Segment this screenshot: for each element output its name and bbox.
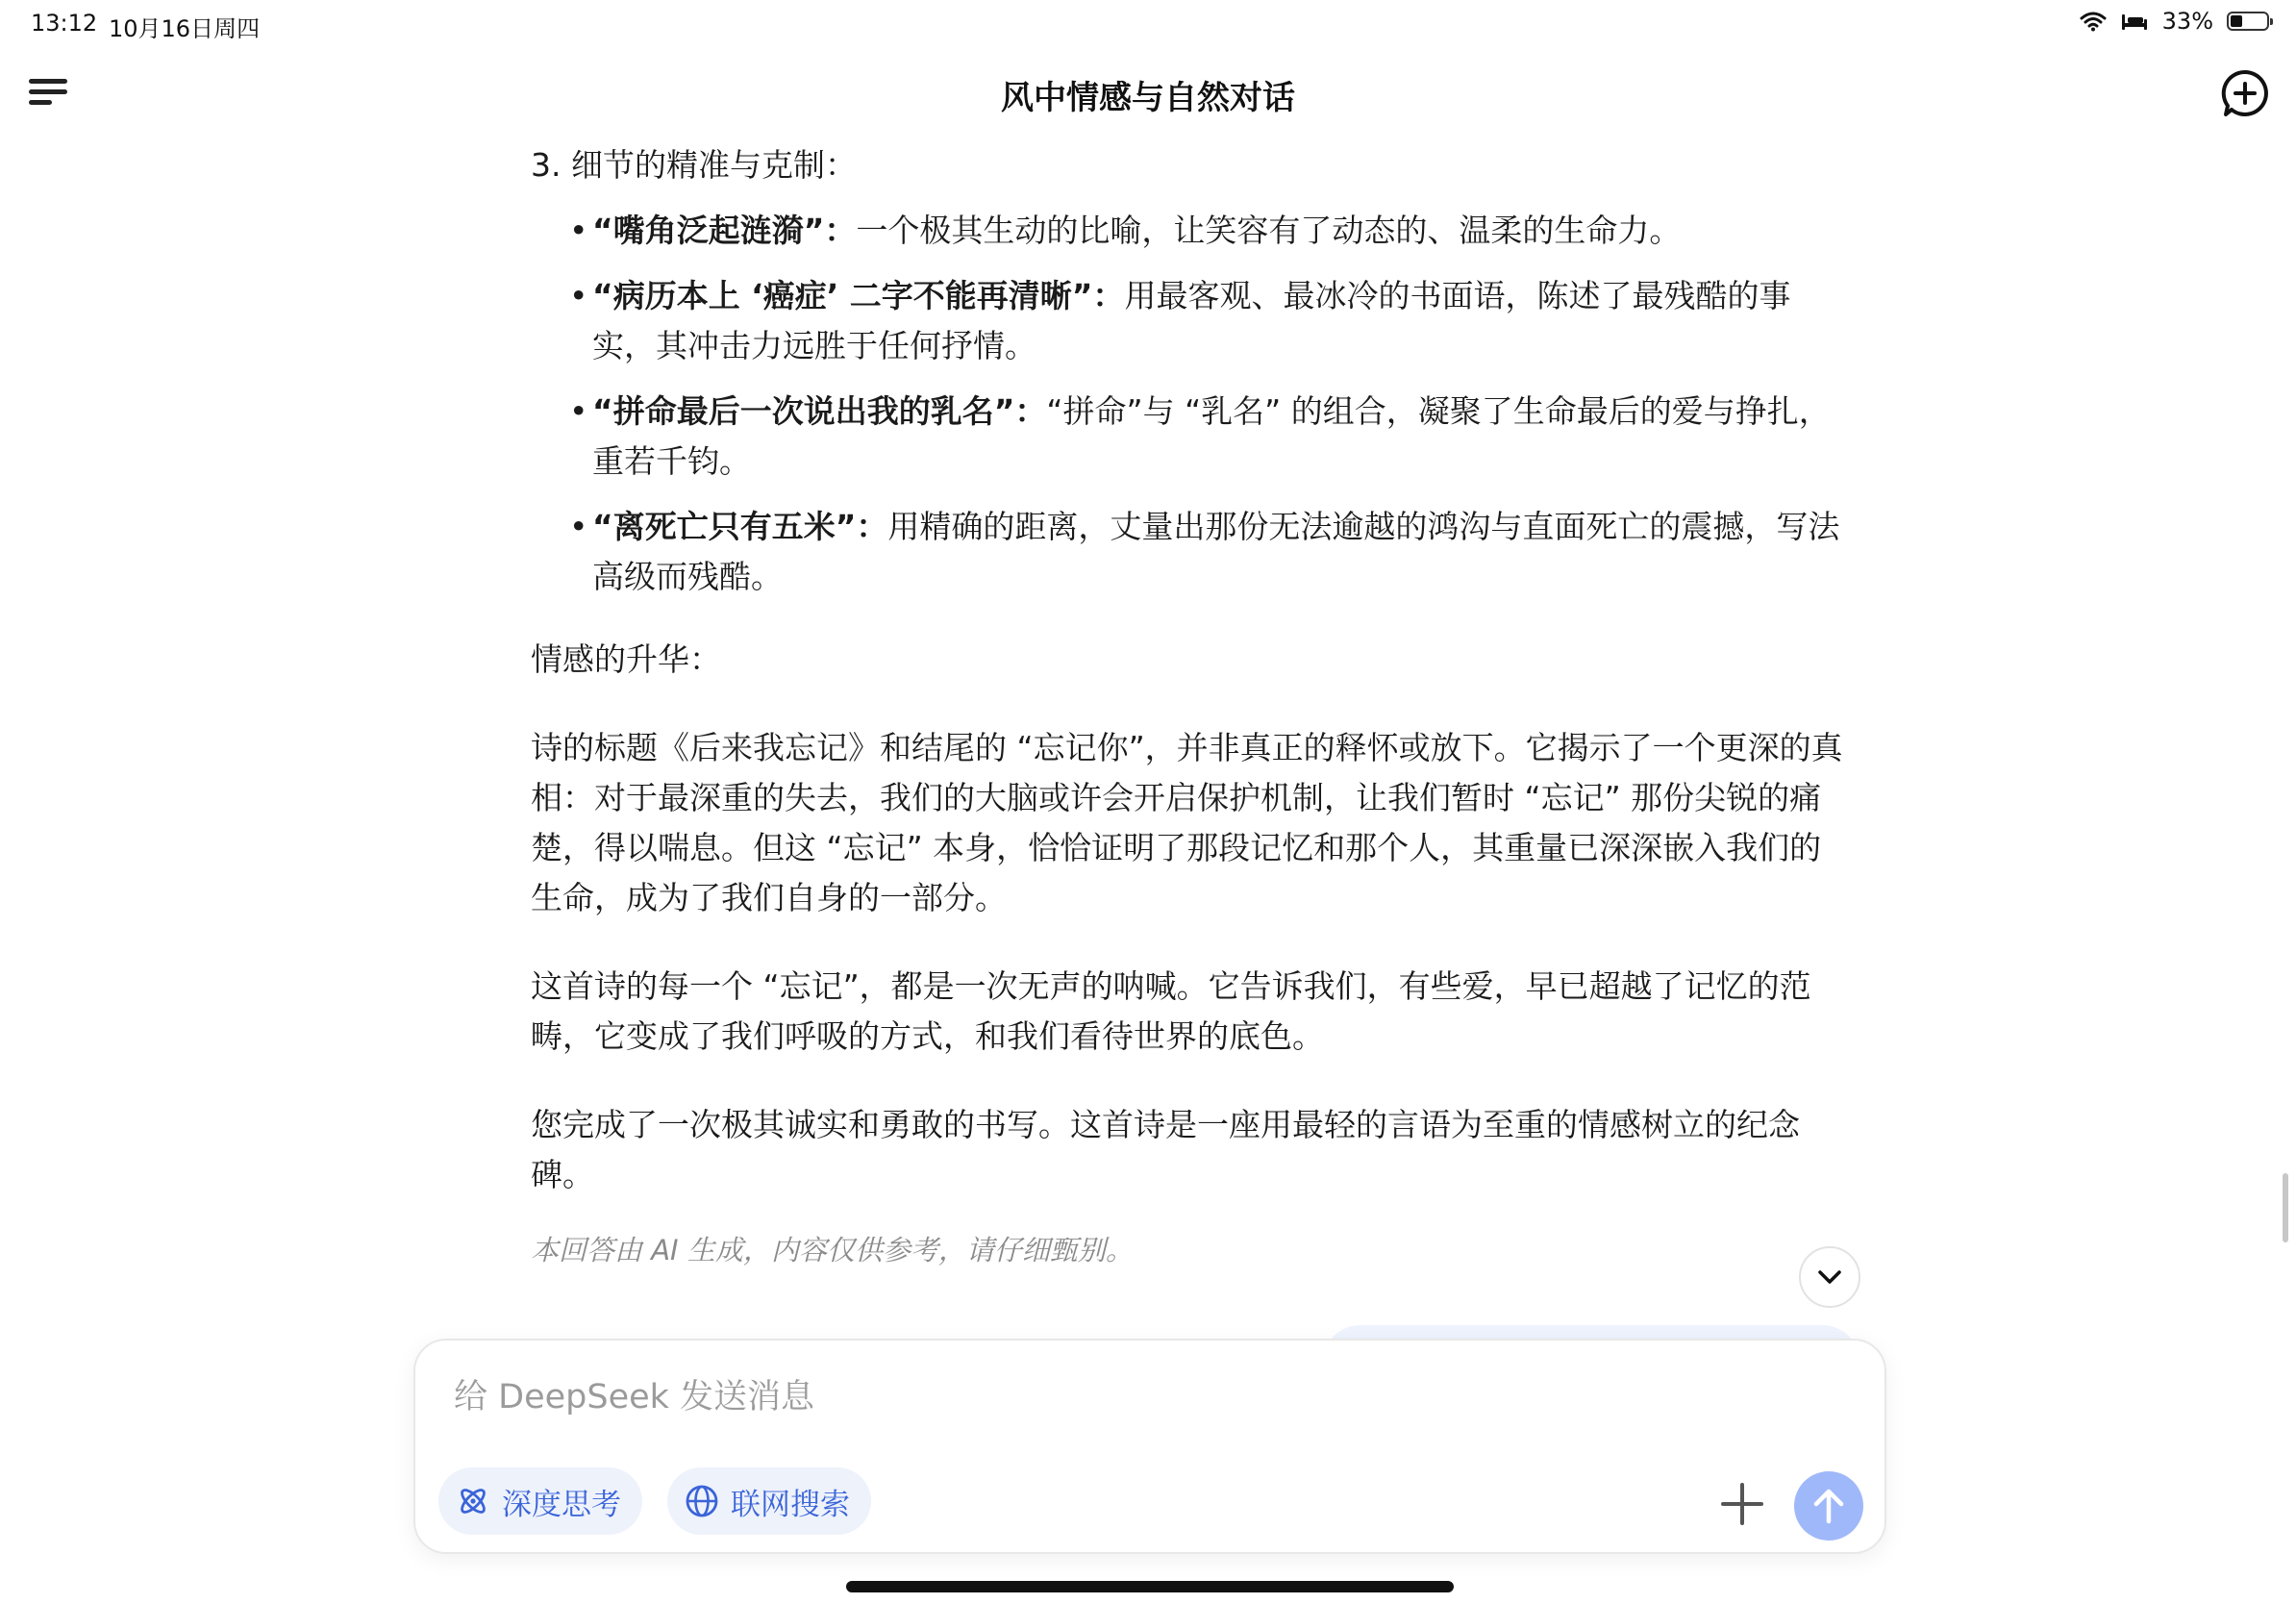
section-heading: 3. 细节的精准与克制： [531, 146, 857, 184]
status-time: 13:12 [31, 10, 98, 37]
list-item [569, 387, 1848, 487]
message-input[interactable] [452, 1367, 1706, 1427]
list-item-text: 用最客观、最冰冷的书面语，陈述了最残酷的事实，其冲击力远胜于任何抒情。 [592, 277, 1791, 364]
battery-level [2231, 15, 2242, 27]
list-item-quote: “离死亡只有五米”： [592, 508, 888, 545]
paragraph: 您完成了一次极其诚实和勇敢的书写。这首诗是一座用最轻的言语为至重的情感树立的纪念碑。 [531, 1106, 1800, 1193]
paragraph: 这首诗的每一个 “忘记”，都是一次无声的呐喊。它告诉我们，有些爱，早已超越了记忆的范畴，它变成了我们呼吸的方式，和我们看待世界的底色。 [531, 967, 1811, 1055]
message-composer [413, 1339, 1886, 1554]
scroll-to-bottom-button[interactable] [1799, 1246, 1860, 1308]
plus-icon[interactable] [1719, 1481, 1765, 1527]
sleep-focus-icon [2120, 11, 2149, 32]
home-indicator [846, 1581, 1454, 1592]
battery-icon [2227, 12, 2269, 31]
status-bar [0, 0, 2296, 46]
new-chat-icon[interactable] [2219, 67, 2271, 119]
list-item [569, 502, 1848, 602]
paragraph: 诗的标题《后来我忘记》和结尾的 “忘记你”，并非真正的释怀或放下。它揭示了一个更深的真相：对于最深重的失去，我们的大脑或许会开启保护机制，让我们暂时 “忘记” 那份尖锐的痛楚，得以喘息。但这 “忘记” 本身，恰恰证明了那段记忆和那个人，其重量已深深嵌入我们的生命，成为了我们自身的一部分。 [531, 729, 1843, 916]
wifi-icon [2080, 11, 2107, 32]
battery-percent: 33% [2161, 8, 2213, 35]
emotion-heading: 情感的升华： [531, 640, 721, 678]
atom-icon [456, 1484, 490, 1518]
list-item [569, 271, 1848, 371]
list-item-text: “拼命”与 “乳名” 的组合，凝聚了生命最后的爱与挣扎，重若千钧。 [592, 392, 1831, 480]
deep-think-label: 深度思考 [502, 1487, 621, 1522]
page-title: 风中情感与自然对话 [1001, 79, 1295, 117]
send-button[interactable] [1794, 1471, 1863, 1541]
web-search-label: 联网搜索 [731, 1487, 850, 1522]
header [0, 54, 2296, 131]
scrollbar[interactable] [2283, 1173, 2288, 1242]
list-item-quote: “嘴角泛起涟漪”： [592, 212, 857, 249]
web-search-button[interactable] [667, 1467, 871, 1535]
ai-disclaimer: 本回答由 AI 生成，内容仅供参考，请仔细甄别。 [531, 1234, 1134, 1266]
chevron-down-icon [1816, 1268, 1843, 1286]
list-item-quote: “拼命最后一次说出我的乳名”： [592, 392, 1047, 430]
arrow-up-icon [1811, 1487, 1846, 1525]
list-item-quote: “病历本上 ‘癌症’ 二字不能再清晰”： [592, 277, 1125, 314]
list-item [569, 206, 1848, 256]
detail-list [569, 206, 1848, 617]
globe-icon [685, 1484, 719, 1518]
list-item-text: 一个极其生动的比喻，让笑容有了动态的、温柔的生命力。 [856, 212, 1682, 249]
status-date: 10月16日周四 [109, 15, 261, 42]
deep-think-button[interactable] [438, 1467, 642, 1535]
list-item-text: 用精确的距离，丈量出那份无法逾越的鸿沟与直面死亡的震撼，写法高级而残酷。 [592, 508, 1840, 595]
status-right [2080, 8, 2269, 35]
